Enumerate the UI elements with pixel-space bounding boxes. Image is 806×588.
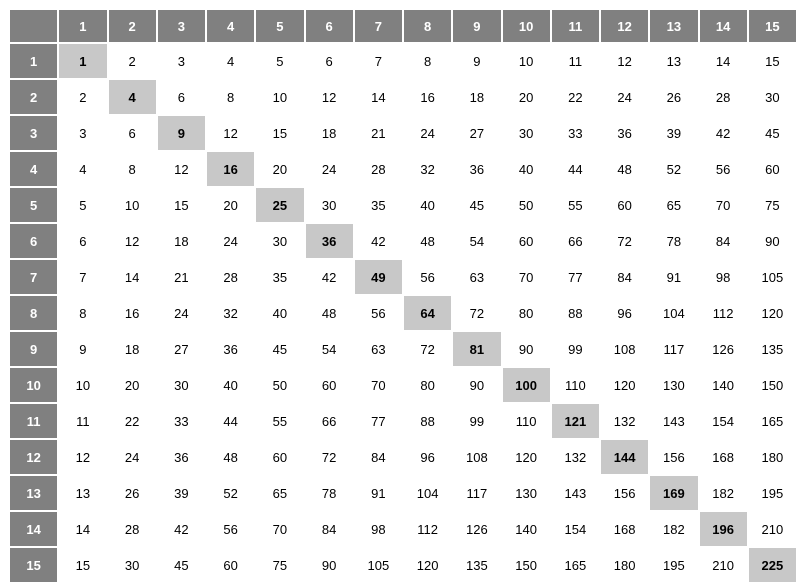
table-row: [10, 116, 796, 150]
cell-2-13: 26: [650, 80, 697, 114]
cell-5-1: 5: [59, 188, 106, 222]
cell-12-3: 36: [158, 440, 205, 474]
cell-3-2: 6: [109, 116, 156, 150]
cell-14-4: 56: [207, 512, 254, 546]
cell-9-3: 27: [158, 332, 205, 366]
cell-8-14: 112: [700, 296, 747, 330]
row-header-6: 6: [10, 224, 57, 258]
cell-6-2: 12: [109, 224, 156, 258]
cell-2-4: 8: [207, 80, 254, 114]
cell-5-15: 75: [749, 188, 796, 222]
cell-7-12: 84: [601, 260, 648, 294]
table-row: [10, 512, 796, 546]
cell-10-6: 60: [306, 368, 353, 402]
cell-13-14: 182: [700, 476, 747, 510]
cell-5-5: 25: [256, 188, 303, 222]
table-row: [10, 296, 796, 330]
cell-5-13: 65: [650, 188, 697, 222]
cell-10-9: 90: [453, 368, 500, 402]
cell-7-4: 28: [207, 260, 254, 294]
cell-13-9: 117: [453, 476, 500, 510]
cell-7-5: 35: [256, 260, 303, 294]
cell-12-14: 168: [700, 440, 747, 474]
cell-14-8: 112: [404, 512, 451, 546]
cell-1-14: 14: [700, 44, 747, 78]
cell-10-13: 130: [650, 368, 697, 402]
cell-8-13: 104: [650, 296, 697, 330]
cell-5-2: 10: [109, 188, 156, 222]
cell-1-9: 9: [453, 44, 500, 78]
column-header-12: 12: [601, 10, 648, 42]
cell-11-12: 132: [601, 404, 648, 438]
cell-12-15: 180: [749, 440, 796, 474]
cell-11-2: 22: [109, 404, 156, 438]
cell-11-7: 77: [355, 404, 402, 438]
cell-3-15: 45: [749, 116, 796, 150]
cell-3-14: 42: [700, 116, 747, 150]
cell-15-14: 210: [700, 548, 747, 582]
column-header-11: 11: [552, 10, 599, 42]
cell-11-1: 11: [59, 404, 106, 438]
cell-7-2: 14: [109, 260, 156, 294]
cell-2-7: 14: [355, 80, 402, 114]
table-row: [10, 440, 796, 474]
table-row: [10, 224, 796, 258]
row-header-11: 11: [10, 404, 57, 438]
cell-10-5: 50: [256, 368, 303, 402]
cell-3-3: 9: [158, 116, 205, 150]
cell-11-13: 143: [650, 404, 697, 438]
cell-15-9: 135: [453, 548, 500, 582]
cell-2-2: 4: [109, 80, 156, 114]
table-row: [10, 368, 796, 402]
cell-6-7: 42: [355, 224, 402, 258]
column-header-4: 4: [207, 10, 254, 42]
cell-15-15: 225: [749, 548, 796, 582]
cell-1-2: 2: [109, 44, 156, 78]
cell-1-15: 15: [749, 44, 796, 78]
cell-14-12: 168: [601, 512, 648, 546]
cell-8-2: 16: [109, 296, 156, 330]
cell-6-6: 36: [306, 224, 353, 258]
cell-2-14: 28: [700, 80, 747, 114]
cell-1-7: 7: [355, 44, 402, 78]
cell-8-11: 88: [552, 296, 599, 330]
cell-15-11: 165: [552, 548, 599, 582]
cell-6-15: 90: [749, 224, 796, 258]
column-header-15: 15: [749, 10, 796, 42]
cell-3-8: 24: [404, 116, 451, 150]
table-row: [10, 404, 796, 438]
cell-14-6: 84: [306, 512, 353, 546]
column-header-10: 10: [503, 10, 550, 42]
cell-3-9: 27: [453, 116, 500, 150]
cell-5-7: 35: [355, 188, 402, 222]
cell-14-2: 28: [109, 512, 156, 546]
cell-14-1: 14: [59, 512, 106, 546]
table-row: [10, 152, 796, 186]
row-header-2: 2: [10, 80, 57, 114]
cell-14-7: 98: [355, 512, 402, 546]
column-header-8: 8: [404, 10, 451, 42]
cell-5-11: 55: [552, 188, 599, 222]
cell-1-4: 4: [207, 44, 254, 78]
cell-1-12: 12: [601, 44, 648, 78]
cell-10-14: 140: [700, 368, 747, 402]
cell-13-4: 52: [207, 476, 254, 510]
cell-7-3: 21: [158, 260, 205, 294]
cell-14-9: 126: [453, 512, 500, 546]
cell-1-5: 5: [256, 44, 303, 78]
cell-2-12: 24: [601, 80, 648, 114]
table-row: [10, 80, 796, 114]
cell-5-6: 30: [306, 188, 353, 222]
cell-12-9: 108: [453, 440, 500, 474]
cell-9-2: 18: [109, 332, 156, 366]
row-header-10: 10: [10, 368, 57, 402]
cell-10-7: 70: [355, 368, 402, 402]
cell-7-11: 77: [552, 260, 599, 294]
cell-15-12: 180: [601, 548, 648, 582]
cell-2-9: 18: [453, 80, 500, 114]
cell-2-10: 20: [503, 80, 550, 114]
cell-14-5: 70: [256, 512, 303, 546]
cell-2-5: 10: [256, 80, 303, 114]
cell-2-15: 30: [749, 80, 796, 114]
cell-9-10: 90: [503, 332, 550, 366]
row-header-9: 9: [10, 332, 57, 366]
cell-9-15: 135: [749, 332, 796, 366]
cell-7-7: 49: [355, 260, 402, 294]
cell-4-8: 32: [404, 152, 451, 186]
cell-13-1: 13: [59, 476, 106, 510]
cell-4-7: 28: [355, 152, 402, 186]
cell-10-15: 150: [749, 368, 796, 402]
row-header-5: 5: [10, 188, 57, 222]
cell-13-7: 91: [355, 476, 402, 510]
row-header-4: 4: [10, 152, 57, 186]
cell-8-8: 64: [404, 296, 451, 330]
cell-2-8: 16: [404, 80, 451, 114]
cell-15-7: 105: [355, 548, 402, 582]
cell-13-2: 26: [109, 476, 156, 510]
cell-8-3: 24: [158, 296, 205, 330]
column-header-3: 3: [158, 10, 205, 42]
table-header-row: [10, 10, 796, 42]
cell-10-2: 20: [109, 368, 156, 402]
cell-1-11: 11: [552, 44, 599, 78]
cell-7-15: 105: [749, 260, 796, 294]
cell-14-10: 140: [503, 512, 550, 546]
cell-15-6: 90: [306, 548, 353, 582]
cell-3-4: 12: [207, 116, 254, 150]
row-header-12: 12: [10, 440, 57, 474]
cell-5-12: 60: [601, 188, 648, 222]
cell-1-13: 13: [650, 44, 697, 78]
cell-15-5: 75: [256, 548, 303, 582]
cell-8-9: 72: [453, 296, 500, 330]
cell-13-8: 104: [404, 476, 451, 510]
column-header-6: 6: [306, 10, 353, 42]
cell-15-2: 30: [109, 548, 156, 582]
cell-6-14: 84: [700, 224, 747, 258]
cell-8-12: 96: [601, 296, 648, 330]
cell-8-6: 48: [306, 296, 353, 330]
cell-3-12: 36: [601, 116, 648, 150]
cell-12-10: 120: [503, 440, 550, 474]
cell-5-3: 15: [158, 188, 205, 222]
table-row: [10, 332, 796, 366]
cell-3-1: 3: [59, 116, 106, 150]
cell-9-14: 126: [700, 332, 747, 366]
cell-10-11: 110: [552, 368, 599, 402]
cell-15-8: 120: [404, 548, 451, 582]
cell-9-6: 54: [306, 332, 353, 366]
cell-9-13: 117: [650, 332, 697, 366]
cell-8-4: 32: [207, 296, 254, 330]
cell-11-5: 55: [256, 404, 303, 438]
cell-10-8: 80: [404, 368, 451, 402]
table-row: [10, 260, 796, 294]
cell-10-10: 100: [503, 368, 550, 402]
table-header: [10, 10, 796, 42]
cell-11-14: 154: [700, 404, 747, 438]
column-header-13: 13: [650, 10, 697, 42]
cell-14-3: 42: [158, 512, 205, 546]
cell-7-9: 63: [453, 260, 500, 294]
cell-15-3: 45: [158, 548, 205, 582]
row-header-7: 7: [10, 260, 57, 294]
cell-3-6: 18: [306, 116, 353, 150]
column-header-14: 14: [700, 10, 747, 42]
cell-12-12: 144: [601, 440, 648, 474]
cell-2-11: 22: [552, 80, 599, 114]
cell-12-7: 84: [355, 440, 402, 474]
row-header-8: 8: [10, 296, 57, 330]
cell-12-6: 72: [306, 440, 353, 474]
table-row: [10, 476, 796, 510]
cell-4-4: 16: [207, 152, 254, 186]
cell-4-13: 52: [650, 152, 697, 186]
cell-6-4: 24: [207, 224, 254, 258]
cell-8-15: 120: [749, 296, 796, 330]
cell-4-15: 60: [749, 152, 796, 186]
cell-12-4: 48: [207, 440, 254, 474]
cell-1-3: 3: [158, 44, 205, 78]
cell-8-10: 80: [503, 296, 550, 330]
cell-6-8: 48: [404, 224, 451, 258]
cell-13-10: 130: [503, 476, 550, 510]
cell-6-1: 6: [59, 224, 106, 258]
cell-5-8: 40: [404, 188, 451, 222]
cell-13-13: 169: [650, 476, 697, 510]
cell-6-12: 72: [601, 224, 648, 258]
cell-6-11: 66: [552, 224, 599, 258]
cell-9-7: 63: [355, 332, 402, 366]
cell-9-9: 81: [453, 332, 500, 366]
row-header-14: 14: [10, 512, 57, 546]
cell-4-14: 56: [700, 152, 747, 186]
cell-11-6: 66: [306, 404, 353, 438]
cell-13-5: 65: [256, 476, 303, 510]
cell-12-1: 12: [59, 440, 106, 474]
cell-10-3: 30: [158, 368, 205, 402]
cell-15-13: 195: [650, 548, 697, 582]
column-header-7: 7: [355, 10, 402, 42]
cell-3-11: 33: [552, 116, 599, 150]
cell-10-4: 40: [207, 368, 254, 402]
cell-2-6: 12: [306, 80, 353, 114]
cell-4-10: 40: [503, 152, 550, 186]
cell-11-9: 99: [453, 404, 500, 438]
row-header-15: 15: [10, 548, 57, 582]
cell-12-11: 132: [552, 440, 599, 474]
cell-15-10: 150: [503, 548, 550, 582]
cell-7-1: 7: [59, 260, 106, 294]
cell-10-1: 10: [59, 368, 106, 402]
cell-12-2: 24: [109, 440, 156, 474]
cell-9-12: 108: [601, 332, 648, 366]
cell-1-10: 10: [503, 44, 550, 78]
cell-14-15: 210: [749, 512, 796, 546]
cell-9-11: 99: [552, 332, 599, 366]
cell-3-13: 39: [650, 116, 697, 150]
table-body: [10, 44, 796, 582]
cell-5-14: 70: [700, 188, 747, 222]
cell-6-5: 30: [256, 224, 303, 258]
column-header-1: 1: [59, 10, 106, 42]
cell-8-7: 56: [355, 296, 402, 330]
cell-6-13: 78: [650, 224, 697, 258]
cell-3-7: 21: [355, 116, 402, 150]
cell-7-13: 91: [650, 260, 697, 294]
cell-7-8: 56: [404, 260, 451, 294]
cell-9-5: 45: [256, 332, 303, 366]
row-header-1: 1: [10, 44, 57, 78]
cell-2-1: 2: [59, 80, 106, 114]
cell-3-10: 30: [503, 116, 550, 150]
multiplication-table: [8, 8, 798, 584]
cell-6-3: 18: [158, 224, 205, 258]
cell-14-14: 196: [700, 512, 747, 546]
table-corner-cell: [10, 10, 57, 42]
table-row: [10, 548, 796, 582]
cell-9-1: 9: [59, 332, 106, 366]
cell-4-11: 44: [552, 152, 599, 186]
cell-11-11: 121: [552, 404, 599, 438]
cell-11-3: 33: [158, 404, 205, 438]
cell-3-5: 15: [256, 116, 303, 150]
cell-4-6: 24: [306, 152, 353, 186]
cell-12-8: 96: [404, 440, 451, 474]
cell-1-1: 1: [59, 44, 106, 78]
cell-9-8: 72: [404, 332, 451, 366]
cell-14-13: 182: [650, 512, 697, 546]
cell-12-5: 60: [256, 440, 303, 474]
cell-6-9: 54: [453, 224, 500, 258]
cell-4-1: 4: [59, 152, 106, 186]
column-header-2: 2: [109, 10, 156, 42]
cell-11-10: 110: [503, 404, 550, 438]
cell-12-13: 156: [650, 440, 697, 474]
cell-11-8: 88: [404, 404, 451, 438]
table-row: [10, 44, 796, 78]
cell-8-1: 8: [59, 296, 106, 330]
cell-7-10: 70: [503, 260, 550, 294]
cell-13-12: 156: [601, 476, 648, 510]
cell-1-8: 8: [404, 44, 451, 78]
cell-1-6: 6: [306, 44, 353, 78]
cell-10-12: 120: [601, 368, 648, 402]
cell-13-3: 39: [158, 476, 205, 510]
cell-5-4: 20: [207, 188, 254, 222]
cell-4-9: 36: [453, 152, 500, 186]
cell-7-14: 98: [700, 260, 747, 294]
row-header-3: 3: [10, 116, 57, 150]
cell-4-2: 8: [109, 152, 156, 186]
cell-4-5: 20: [256, 152, 303, 186]
cell-13-15: 195: [749, 476, 796, 510]
cell-2-3: 6: [158, 80, 205, 114]
cell-5-9: 45: [453, 188, 500, 222]
cell-4-12: 48: [601, 152, 648, 186]
cell-13-11: 143: [552, 476, 599, 510]
cell-11-4: 44: [207, 404, 254, 438]
cell-6-10: 60: [503, 224, 550, 258]
column-header-5: 5: [256, 10, 303, 42]
cell-4-3: 12: [158, 152, 205, 186]
cell-11-15: 165: [749, 404, 796, 438]
cell-5-10: 50: [503, 188, 550, 222]
cell-8-5: 40: [256, 296, 303, 330]
cell-9-4: 36: [207, 332, 254, 366]
cell-13-6: 78: [306, 476, 353, 510]
column-header-9: 9: [453, 10, 500, 42]
row-header-13: 13: [10, 476, 57, 510]
cell-14-11: 154: [552, 512, 599, 546]
cell-7-6: 42: [306, 260, 353, 294]
cell-15-1: 15: [59, 548, 106, 582]
cell-15-4: 60: [207, 548, 254, 582]
table-row: [10, 188, 796, 222]
